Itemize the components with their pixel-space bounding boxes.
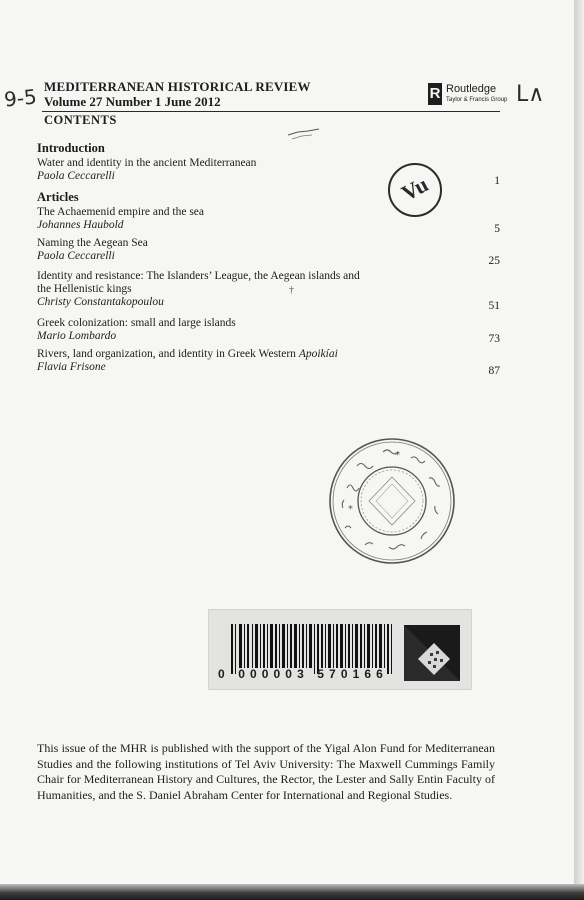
toc-entry-page: 1 [494, 175, 500, 187]
toc-entry-author: Christy Constantakopoulou [37, 296, 164, 308]
svg-text:*: * [348, 504, 353, 515]
library-seal-stamp-icon [327, 436, 457, 566]
toc-entry-page: 73 [488, 333, 500, 345]
toc-entry-title: Identity and resistance: The Islanders’ League, the Aegean islands and [37, 270, 360, 282]
publisher-logo [428, 83, 508, 109]
toc-entry-page: 51 [488, 300, 500, 312]
toc-entry-title-text: Rivers, land organization, and identity in Greek Western [37, 348, 299, 360]
publisher-name: Routledge [446, 83, 497, 95]
toc-entry-author: Flavia Frisone [37, 361, 106, 373]
vu-stamp-text: Vu [397, 171, 433, 206]
support-acknowledgement: This issue of the MHR is published with the support of the Yigal Alon Fund for Mediterranean Studies and the following institutions of Tel Aviv University: The Maxwell Cummings Family Chair for Mediterranean History and Cultures, the Rector, the Lester and Sally Entin Faculty of Humanities, and the S. Daniel Abraham Center for International and Regional Studies. [37, 741, 495, 802]
toc-entry-title: Naming the Aegean Sea [37, 237, 148, 249]
handwritten-note-right: L∧ [516, 82, 545, 107]
publisher-group: Taylor & Francis Group [446, 97, 508, 103]
contents-heading: CONTENTS [44, 113, 117, 127]
toc-entry-title: The Achaemenid empire and the sea [37, 206, 204, 218]
publisher-code-square-icon [404, 625, 460, 681]
toc-entry-page: 87 [488, 365, 500, 377]
routledge-logo-icon: R [428, 83, 442, 105]
toc-entry-author: Paola Ceccarelli [37, 250, 115, 262]
section-introduction: Introduction [37, 141, 105, 155]
scan-edge-bottom [0, 884, 584, 900]
toc-entry-title [37, 348, 338, 360]
handwritten-note-left: 9-5 [2, 84, 38, 112]
vu-stamp-icon [388, 163, 442, 217]
toc-entry-author: Mario Lombardo [37, 330, 117, 342]
barcode-number: 0 000003 570166 [218, 667, 388, 681]
header-rule [42, 111, 500, 112]
scan-edge-right [574, 0, 584, 900]
section-articles: Articles [37, 190, 79, 204]
journal-title: MEDITERRANEAN HISTORICAL REVIEW [44, 79, 311, 94]
toc-entry-page: 5 [494, 223, 500, 235]
toc-entry-title: Greek colonization: small and large islands [37, 317, 236, 329]
toc-entry-page: 25 [488, 255, 500, 267]
svg-text:*: * [395, 450, 400, 461]
toc-entry-author: Paola Ceccarelli [37, 170, 115, 182]
ink-scribble-icon [286, 127, 322, 141]
toc-entry-title: Water and identity in the ancient Mediterranean [37, 157, 257, 169]
toc-entry-author: Johannes Haubold [37, 219, 124, 231]
toc-entry-title-cont: the Hellenistic kings [37, 283, 132, 295]
volume-issue-date: Volume 27 Number 1 June 2012 [44, 94, 221, 109]
ink-dot-mark: † [289, 285, 294, 296]
toc-entry-title-italic: Apoikíai [298, 348, 338, 360]
